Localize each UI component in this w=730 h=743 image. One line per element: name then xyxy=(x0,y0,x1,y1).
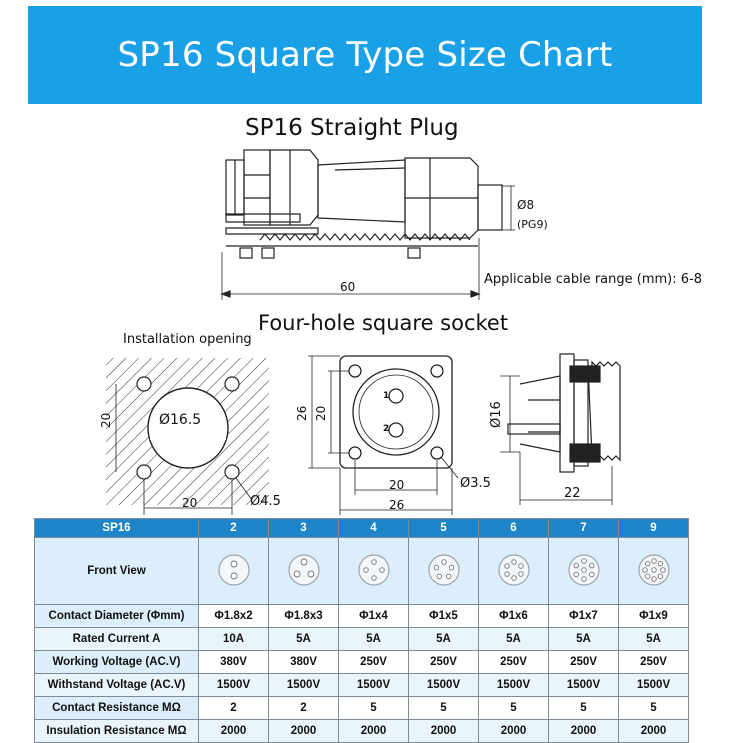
front-view-cell xyxy=(199,538,269,605)
table-cell: 5A xyxy=(409,628,479,651)
table-cell: 1500V xyxy=(409,674,479,697)
table-cell: 10A xyxy=(199,628,269,651)
front-view-label: Front View xyxy=(35,538,199,605)
row-label: Contact Diameter (Φmm) xyxy=(35,605,199,628)
header-cell: 4 xyxy=(339,519,409,538)
table-cell: 250V xyxy=(549,651,619,674)
socket-side-drawing xyxy=(500,354,620,505)
front-view-cell xyxy=(339,538,409,605)
pin-hole xyxy=(437,574,442,579)
pin-hole xyxy=(589,572,594,577)
table-header-row xyxy=(35,519,689,538)
pin-hole xyxy=(573,563,578,568)
table-cell: 2 xyxy=(269,697,339,720)
table-cell: Φ1.8x3 xyxy=(269,605,339,628)
plug-pg-label: (PG9) xyxy=(517,218,548,231)
pin-layout-icon xyxy=(357,553,391,587)
pin-layout-icon xyxy=(637,553,671,587)
header-cell: 3 xyxy=(269,519,339,538)
pin-hole xyxy=(581,576,586,581)
pin-hole xyxy=(449,565,454,570)
pin-hole xyxy=(434,565,439,570)
table-cell: 2000 xyxy=(409,720,479,743)
plug-heading: SP16 Straight Plug xyxy=(245,115,459,141)
table-cell: Φ1x5 xyxy=(409,605,479,628)
table-row xyxy=(35,674,689,697)
pin-hole xyxy=(581,567,586,572)
table-cell: 1500V xyxy=(339,674,409,697)
table-cell: 250V xyxy=(339,651,409,674)
flange-outer-label: 26 xyxy=(295,405,309,421)
pin-hole xyxy=(231,573,237,579)
table-row xyxy=(35,628,689,651)
table-cell: Φ1.8x2 xyxy=(199,605,269,628)
pin-hole xyxy=(651,558,656,563)
plug-length-label: 60 xyxy=(340,280,356,294)
pin-hole xyxy=(294,571,300,577)
pin-hole xyxy=(231,561,237,567)
table-cell: 2000 xyxy=(339,720,409,743)
table-cell: 1500V xyxy=(479,674,549,697)
table-cell: 2000 xyxy=(269,720,339,743)
header-cell: 6 xyxy=(479,519,549,538)
table-cell: 250V xyxy=(619,651,689,674)
table-row xyxy=(35,651,689,674)
pin-hole xyxy=(504,571,509,576)
table-cell: 2000 xyxy=(479,720,549,743)
front-view-cell xyxy=(479,538,549,605)
table-cell: 5 xyxy=(619,697,689,720)
pin-hole xyxy=(363,567,368,572)
pin-hole xyxy=(441,559,446,564)
bottom-inner-label: 20 xyxy=(389,478,405,492)
table-cell: 1500V xyxy=(199,674,269,697)
table-cell: 380V xyxy=(269,651,339,674)
plug-diameter-label: Ø8 xyxy=(517,198,535,212)
installation-label: Installation opening xyxy=(123,332,252,347)
header-cell: SP16 xyxy=(35,519,199,538)
plug-drawing xyxy=(222,150,515,300)
side-diameter-label: Ø16 xyxy=(489,401,504,428)
table-cell: 250V xyxy=(479,651,549,674)
table-cell: 250V xyxy=(409,651,479,674)
spec-table xyxy=(34,518,689,743)
cutout-drawing xyxy=(106,358,269,515)
flange-inner-label: 20 xyxy=(314,405,328,421)
pin-hole xyxy=(573,572,578,577)
table-cell: 5 xyxy=(479,697,549,720)
table-cell: 5A xyxy=(479,628,549,651)
pin-layout-icon xyxy=(217,553,251,587)
header-cell: 2 xyxy=(199,519,269,538)
pin-2-label: 2 xyxy=(383,424,390,434)
table-cell: Φ1x7 xyxy=(549,605,619,628)
pin-hole xyxy=(645,561,650,566)
pin-hole xyxy=(658,561,663,566)
cut-width-label: 20 xyxy=(182,496,198,510)
spec-rows xyxy=(35,605,689,743)
pin-hole xyxy=(301,559,307,565)
table-cell: Φ1x6 xyxy=(479,605,549,628)
pin-layout-icon xyxy=(567,553,601,587)
table-cell: 5A xyxy=(269,628,339,651)
table-cell: 2000 xyxy=(199,720,269,743)
screw-diameter-label: Ø4.5 xyxy=(250,494,281,509)
pin-1-label: 1 xyxy=(383,391,390,401)
table-cell: 5A xyxy=(619,628,689,651)
table-cell: 380V xyxy=(199,651,269,674)
pin-hole xyxy=(642,567,647,572)
flange-drawing xyxy=(308,356,458,515)
pin-hole xyxy=(518,571,523,576)
table-cell: 2000 xyxy=(549,720,619,743)
table-cell: 5A xyxy=(549,628,619,651)
table-cell: 1500V xyxy=(549,674,619,697)
table-cell: 5 xyxy=(409,697,479,720)
pin-hole xyxy=(446,574,451,579)
pin-hole xyxy=(518,563,523,568)
pin-hole xyxy=(307,571,313,577)
bottom-outer-label: 26 xyxy=(389,498,405,512)
table-cell: 2 xyxy=(199,697,269,720)
header-cell: 7 xyxy=(549,519,619,538)
row-label: Insulation Resistance MΩ xyxy=(35,720,199,743)
pin-hole xyxy=(658,574,663,579)
cable-range-label: Applicable cable range (mm): 6-8 xyxy=(484,272,702,287)
pin-hole xyxy=(589,563,594,568)
table-cell: Φ1x9 xyxy=(619,605,689,628)
front-view-cell xyxy=(409,538,479,605)
table-cell: Φ1x4 xyxy=(339,605,409,628)
pin-hole xyxy=(645,574,650,579)
pin-layout-icon xyxy=(497,553,531,587)
header-cell: 5 xyxy=(409,519,479,538)
table-cell: 2000 xyxy=(619,720,689,743)
pin-hole xyxy=(581,558,586,563)
table-cell: 5 xyxy=(339,697,409,720)
pin-hole xyxy=(660,567,665,572)
front-view-cell xyxy=(269,538,339,605)
front-view-cell xyxy=(619,538,689,605)
table-cell: 5A xyxy=(339,628,409,651)
pin-layout-icon xyxy=(427,553,461,587)
pin-hole xyxy=(504,563,509,568)
pin-layout-icon xyxy=(287,553,321,587)
row-label: Withstand Voltage (AC.V) xyxy=(35,674,199,697)
table-cell: 1500V xyxy=(269,674,339,697)
pin-hole xyxy=(379,567,384,572)
socket-heading: Four-hole square socket xyxy=(258,311,509,335)
table-row xyxy=(35,720,689,743)
table-row xyxy=(35,697,689,720)
mount-hole-label: Ø3.5 xyxy=(460,476,491,491)
table-cell: 1500V xyxy=(619,674,689,697)
header-cell: 9 xyxy=(619,519,689,538)
hole-diameter-label: Ø16.5 xyxy=(159,412,202,428)
front-view-row xyxy=(35,538,689,605)
cut-height-label: 20 xyxy=(99,412,113,428)
pin-hole xyxy=(651,567,656,572)
front-view-cell xyxy=(549,538,619,605)
row-label: Rated Current A xyxy=(35,628,199,651)
pin-hole xyxy=(371,559,376,564)
pin-hole xyxy=(511,575,516,580)
row-label: Working Voltage (AC.V) xyxy=(35,651,199,674)
side-length-label: 22 xyxy=(564,486,581,501)
table-row xyxy=(35,605,689,628)
banner-title: SP16 Square Type Size Chart xyxy=(117,35,613,75)
pin-hole xyxy=(651,576,656,581)
pin-hole xyxy=(371,575,376,580)
table-cell: 5 xyxy=(549,697,619,720)
row-label: Contact Resistance MΩ xyxy=(35,697,199,720)
pin-hole xyxy=(511,559,516,564)
